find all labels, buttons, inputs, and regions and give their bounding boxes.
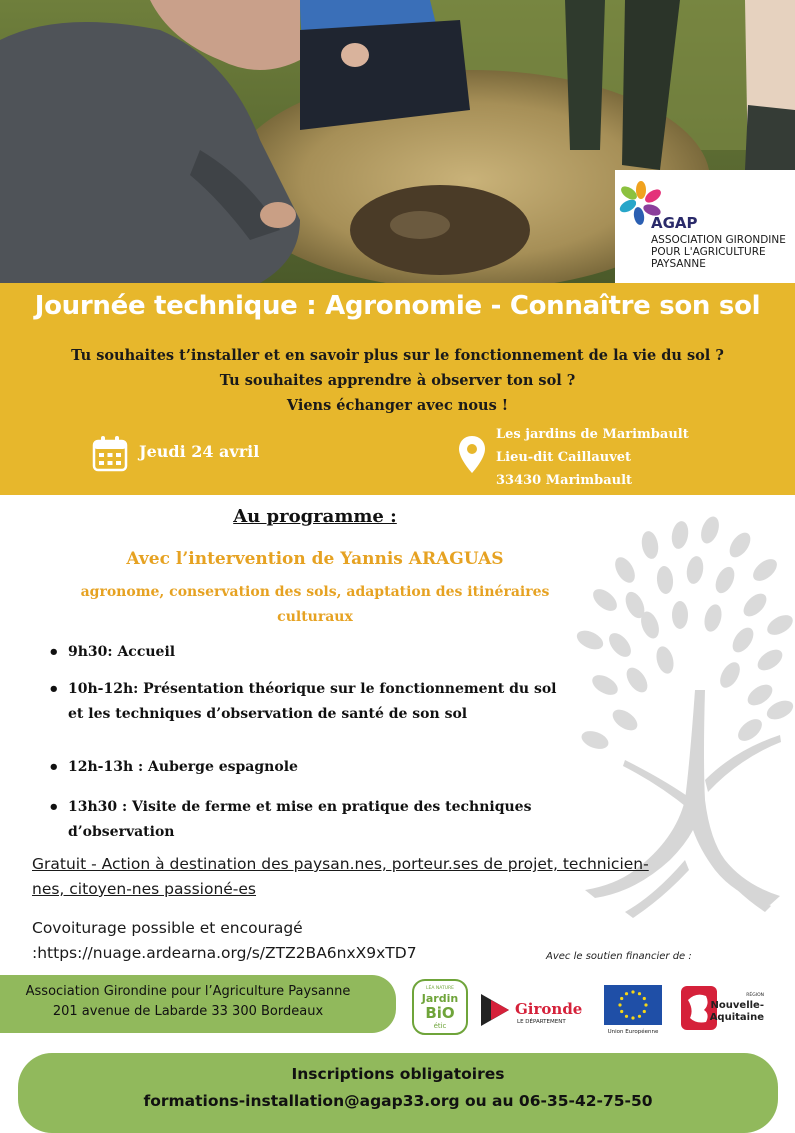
program-item-line: • 13h30 : Visite de ferme et mise en pratique des techniques (68, 799, 532, 815)
association-address (8, 982, 368, 1022)
logo-subtitle-line: POUR L'AGRICULTURE (651, 246, 766, 258)
association-name: Association Girondine pour l’Agriculture Paysanne (25, 984, 351, 999)
nouvelle-aquitaine-logo-graphic (680, 984, 770, 1032)
audience-info-line: nes, citoyen-nes passioné-es (32, 880, 257, 898)
calendar-icon (91, 435, 129, 473)
logo-subtitle-line: PAYSANNE (651, 258, 706, 270)
gironde-logo-graphic (479, 990, 589, 1030)
region-small: RÉGION (746, 993, 764, 998)
gironde-logo (479, 990, 589, 1030)
program-item-line: • 12h-13h : Auberge espagnole (68, 759, 298, 775)
gironde-sub: LE DÉPARTEMENT (517, 1019, 566, 1025)
program-heading: Au programme : (233, 506, 397, 527)
nouvelle-aquitaine-logo (680, 984, 770, 1032)
program-item-line: et les techniques d’observation de santé de son sol (68, 706, 468, 722)
audience-info-line: Gratuit - Action à destination des paysan.nes, porteur.ses de projet, technicien- (32, 855, 649, 873)
event-banner (0, 283, 795, 495)
region-name-line2: Aquitaine (709, 1012, 764, 1023)
jardin-bio-logo (411, 978, 469, 1036)
program-item (48, 677, 608, 727)
address-line: Lieu-dit Caillauvet (496, 450, 632, 465)
logo-subtitle-line: ASSOCIATION GIRONDINE (651, 234, 786, 246)
program-item (48, 640, 608, 665)
intro-line: Tu souhaites t’installer et en savoir plus sur le fonctionnement de la vie du sol ? (71, 347, 724, 364)
carpool-link[interactable]: :https://nuage.ardearna.org/s/ZTZ2BA6nxX9xTD7 (32, 944, 417, 962)
carpool-info (32, 916, 532, 966)
program-item-line: • 10h-12h: Présentation théorique sur le fonctionnement du sol (68, 681, 557, 697)
address-line: 33430 Marimbault (496, 473, 633, 488)
speaker-name: Avec l’intervention de Yannis ARAGUAS (126, 549, 504, 569)
logo-name: AGAP (651, 214, 698, 232)
event-date: Jeudi 24 avril (139, 442, 260, 461)
eu-flag-icon (603, 984, 663, 1036)
jardin-bio-small: LÉA NATURE (426, 986, 454, 991)
speaker-role (30, 580, 600, 630)
intro-line: Viens échanger avec nous ! (286, 397, 509, 414)
carpool-text: Covoiturage possible et encouragé (32, 919, 303, 937)
event-title: Journée technique : Agronomie - Connaître son sol (34, 291, 761, 321)
speaker-role-line: agronome, conservation des sols, adaptation des itinéraires (80, 584, 550, 600)
program-item (48, 755, 608, 780)
event-intro (0, 343, 795, 418)
eu-logo (603, 984, 663, 1036)
association-street: 201 avenue de Labarde 33 300 Bordeaux (52, 1004, 324, 1019)
registration-contact[interactable]: formations-installation@agap33.org ou au 06-35-42-75-50 (143, 1092, 653, 1110)
address-line: Les jardins de Marimbault (496, 427, 689, 442)
intro-line: Tu souhaites apprendre à observer ton sol ? (219, 372, 576, 389)
location-pin-icon (457, 435, 487, 475)
speaker-role-line: culturaux (277, 609, 353, 625)
jardin-bio-logo-graphic (411, 978, 469, 1036)
audience-info (32, 852, 732, 902)
event-address (496, 423, 689, 492)
region-name-line1: Nouvelle- (710, 1000, 764, 1011)
eu-label: Union Européenne (607, 1029, 659, 1035)
logo-subtitle (651, 234, 793, 270)
registration-box (18, 1053, 778, 1133)
agap-logo (615, 170, 795, 283)
jardin-bio-word1: Jardin (421, 992, 459, 1005)
program-item-line: d’observation (68, 824, 175, 840)
program-item-line: • 9h30: Accueil (68, 644, 176, 660)
jardin-bio-word3: étic (433, 1022, 447, 1030)
jardin-bio-word2: BiO (425, 1004, 455, 1022)
registration-heading: Inscriptions obligatoires (291, 1065, 505, 1083)
support-label: Avec le soutien financier de : (546, 951, 692, 962)
program-item (48, 795, 608, 845)
gironde-name: Gironde (515, 1000, 583, 1018)
association-address-box (0, 975, 396, 1033)
